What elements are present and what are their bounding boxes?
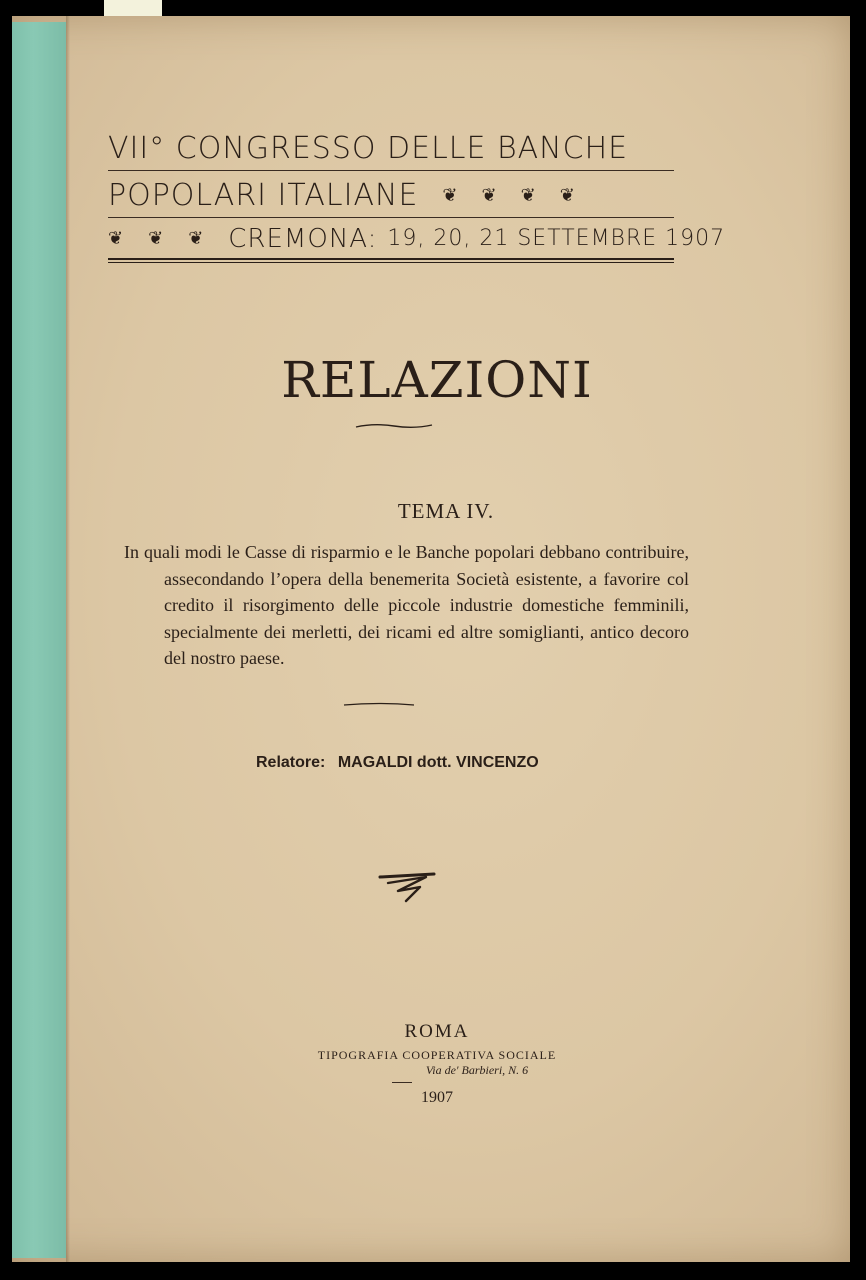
tema-text: In quali modi le Casse di risparmio e le Banche popolari debbano contribuire, assecondando l’opera della benemerita Società esistente, a favorire col credito il risorgimento delle piccole industrie domestiche femminili, specialmente dei merletti, dei ricami ed altre somiglianti, antico decoro del nostro paese. — [124, 542, 689, 668]
imprint-address: Via de' Barbieri, N. 6 — [425, 1063, 529, 1077]
tema-heading: TEMA IV. — [397, 499, 495, 523]
fleuron-icon: ❦ — [481, 185, 497, 206]
imprint-city: ROMA — [404, 1021, 470, 1042]
header-popolari-text: POPOLARI ITALIANE — [108, 178, 419, 213]
fleuron-icon: ❦ — [520, 185, 536, 206]
booklet-cover — [12, 16, 850, 1262]
short-divider-icon — [342, 702, 416, 708]
imprint-printer: TIPOGRAFIA COOPERATIVA SOCIALE — [317, 1048, 557, 1062]
swash-divider-icon — [354, 421, 434, 431]
relatore-title: dott. — [416, 754, 452, 771]
relatore-label: Relatore: — [256, 754, 326, 771]
fleuron-icon: ❦ — [442, 185, 458, 206]
header-city: CREMONA: — [228, 224, 378, 254]
fleuron-icon: ❦ — [148, 228, 165, 249]
fleuron-icon: ❦ — [188, 228, 205, 249]
header-rule-1 — [108, 170, 674, 171]
fleuron-icon: ❦ — [108, 228, 125, 249]
relatore-name: VINCENZO — [456, 754, 539, 771]
header-line-congress: VII° CONGRESSO DELLE BANCHE — [108, 131, 629, 166]
relatore-line — [256, 754, 539, 772]
printer-mark-icon — [376, 871, 438, 907]
fleuron-icon: ❦ — [559, 185, 575, 206]
page-title: RELAZIONI — [281, 351, 593, 409]
header-line-cremona — [108, 224, 726, 254]
imprint-year: 1907 — [421, 1089, 453, 1106]
imprint-rule — [392, 1082, 412, 1083]
congress-header — [108, 128, 726, 263]
header-rule-2 — [108, 217, 674, 218]
header-rule-double — [108, 258, 674, 263]
header-dates: 19, 20, 21 SETTEMBRE 1907 — [387, 226, 726, 251]
relatore-surname: MAGALDI — [337, 754, 413, 771]
header-line-popolari — [108, 178, 674, 213]
